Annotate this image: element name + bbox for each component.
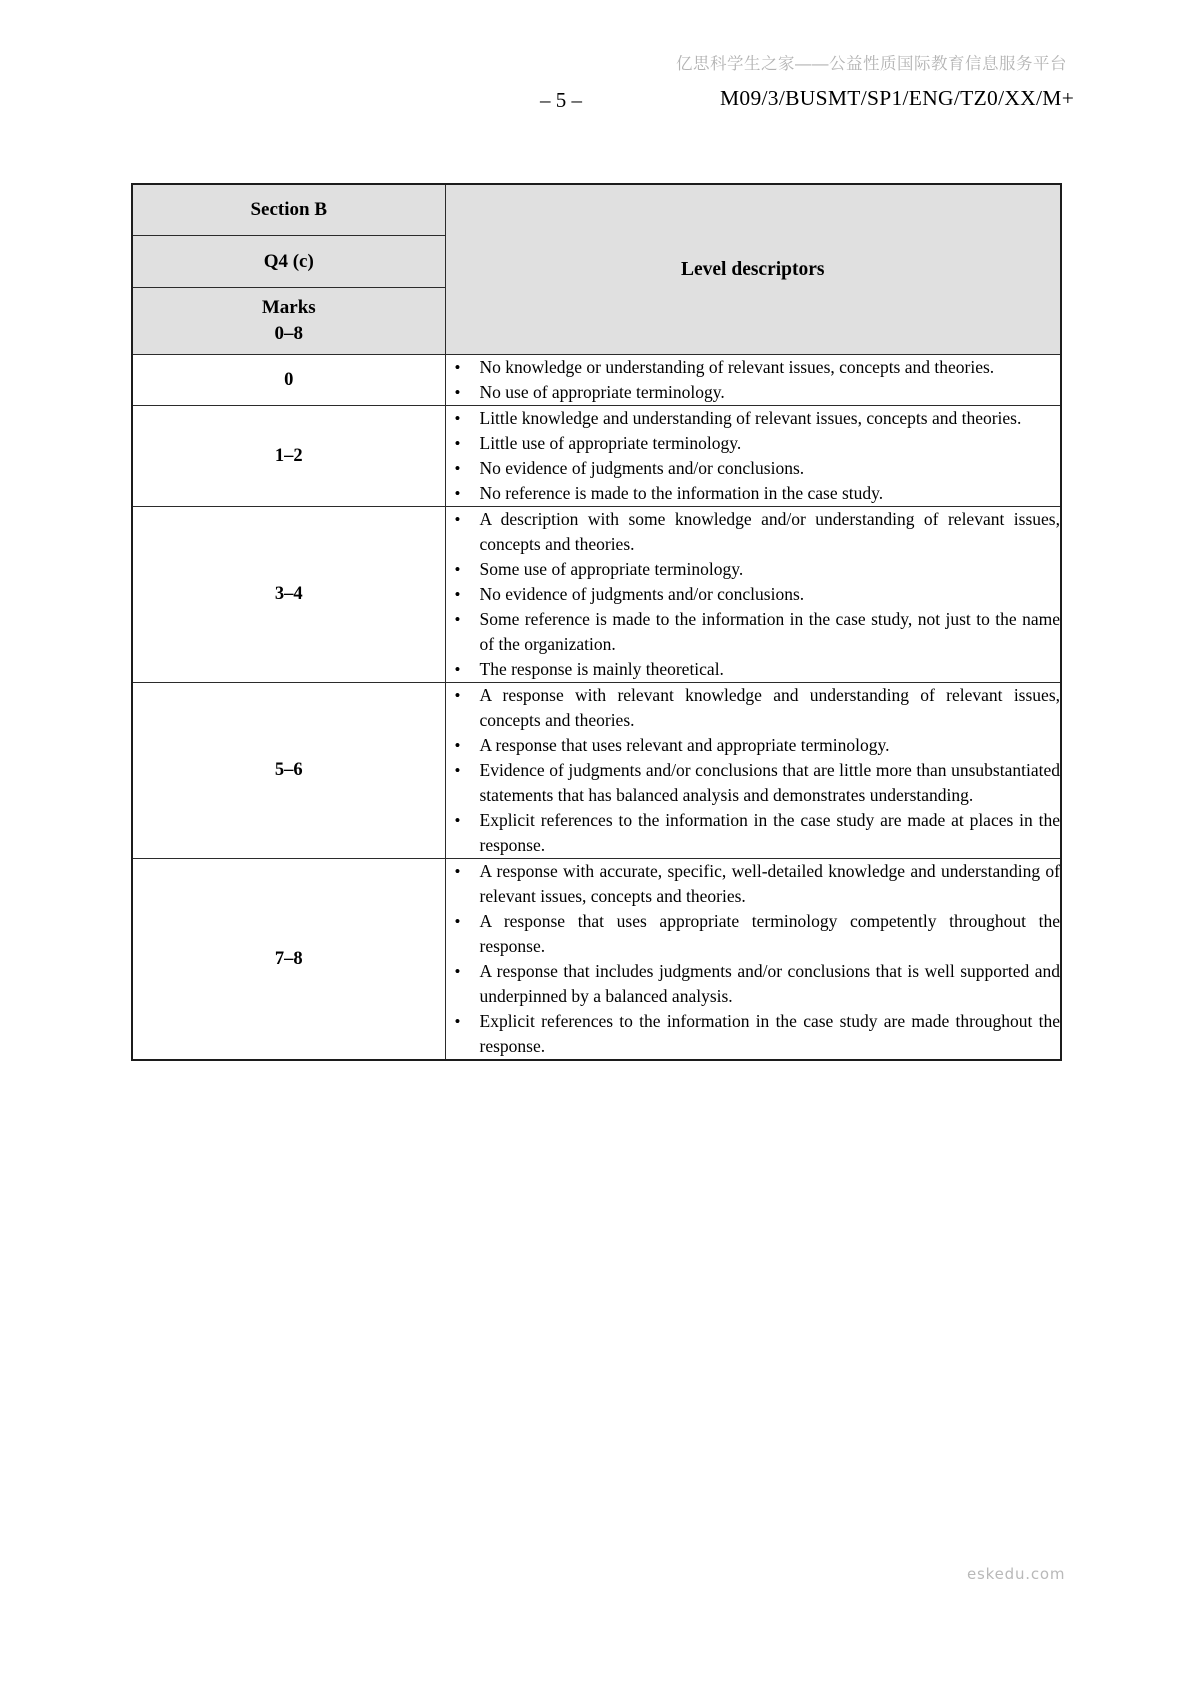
bullet-icon: • — [454, 1012, 461, 1031]
bullet-icon: • — [454, 610, 461, 629]
bullet-icon: • — [454, 459, 461, 478]
site-banner-watermark: 亿思科学生之家——公益性质国际教育信息服务平台 — [676, 55, 1067, 73]
descriptor-rows — [132, 355, 1061, 1061]
descriptor-cell — [445, 683, 1061, 859]
bullet-icon: • — [454, 862, 461, 881]
descriptor-bullet-item — [446, 859, 1061, 909]
descriptor-text: A response with relevant knowledge and understanding of relevant issues, concepts and theories. — [479, 685, 1060, 730]
table-header — [132, 184, 1061, 355]
descriptor-text: The response is mainly theoretical. — [479, 659, 724, 679]
bullet-icon: • — [454, 962, 461, 981]
marks-cell: 1–2 — [132, 406, 445, 507]
bullet-icon: • — [454, 510, 461, 529]
descriptor-text: No knowledge or understanding of relevant issues, concepts and theories. — [479, 357, 995, 377]
descriptor-text: Little use of appropriate terminology. — [479, 433, 742, 453]
section-header-cell: Section B — [132, 184, 445, 236]
descriptor-text: No evidence of judgments and/or conclusions. — [479, 458, 805, 478]
descriptor-bullet-item — [446, 380, 1061, 405]
descriptor-bullet-item — [446, 406, 1061, 431]
bullet-icon: • — [454, 585, 461, 604]
descriptor-bullet-item — [446, 808, 1061, 858]
descriptor-bullet-item — [446, 431, 1061, 456]
footer-watermark: eskedu.com — [967, 1565, 1066, 1583]
descriptor-bullet-item — [446, 1009, 1061, 1059]
descriptor-text: Some reference is made to the information in the case study, not just to the name of the organization. — [479, 609, 1060, 654]
table-row — [132, 507, 1061, 683]
question-header-cell: Q4 (c) — [132, 236, 445, 288]
table-row — [132, 859, 1061, 1061]
descriptor-bullet-item — [446, 607, 1061, 657]
bullet-icon: • — [454, 912, 461, 931]
bullet-icon: • — [454, 409, 461, 428]
table-row — [132, 406, 1061, 507]
bullet-icon: • — [454, 811, 461, 830]
descriptor-text: No reference is made to the information in the case study. — [479, 483, 884, 503]
page-number: – 5 – — [540, 88, 582, 112]
bullet-icon: • — [454, 660, 461, 679]
descriptor-cell — [445, 355, 1061, 406]
marks-header-cell — [132, 288, 445, 355]
descriptor-bullet-item — [446, 657, 1061, 682]
descriptor-text: No evidence of judgments and/or conclusions. — [479, 584, 805, 604]
bullet-icon: • — [454, 686, 461, 705]
marks-cell: 7–8 — [132, 859, 445, 1061]
bullet-icon: • — [454, 736, 461, 755]
bullet-icon: • — [454, 434, 461, 453]
level-descriptors-table — [131, 183, 1062, 1061]
descriptor-bullet-item — [446, 909, 1061, 959]
bullet-list — [446, 355, 1061, 405]
level-descriptors-header-cell: Level descriptors — [445, 184, 1061, 355]
descriptor-bullet-item — [446, 355, 1061, 380]
descriptor-cell — [445, 859, 1061, 1061]
marks-range: 0–8 — [274, 323, 303, 344]
descriptor-bullet-item — [446, 758, 1061, 808]
marks-label: Marks — [261, 297, 316, 319]
descriptor-text: A response that uses relevant and appropriate terminology. — [479, 735, 890, 755]
descriptor-bullet-item — [446, 507, 1061, 557]
descriptor-bullet-item — [446, 557, 1061, 582]
bullet-list — [446, 406, 1061, 506]
table-row — [132, 355, 1061, 406]
descriptor-bullet-item — [446, 582, 1061, 607]
descriptor-text: A response that uses appropriate terminology competently throughout the response. — [479, 911, 1060, 956]
bullet-icon: • — [454, 761, 461, 780]
bullet-icon: • — [454, 484, 461, 503]
table-row — [132, 683, 1061, 859]
descriptor-bullet-item — [446, 481, 1061, 506]
descriptor-text: A response with accurate, specific, well-detailed knowledge and understanding of relevant issues, concepts and theories. — [479, 861, 1060, 906]
descriptor-text: Explicit references to the information in the case study are made at places in the response. — [479, 810, 1060, 855]
bullet-list — [446, 859, 1061, 1059]
bullet-icon: • — [454, 383, 461, 402]
descriptor-bullet-item — [446, 683, 1061, 733]
marks-cell: 3–4 — [132, 507, 445, 683]
descriptor-text: Explicit references to the information in the case study are made throughout the response. — [479, 1011, 1060, 1056]
descriptor-text: A response that includes judgments and/or conclusions that is well supported and underpinned by a balanced analysis. — [479, 961, 1060, 1006]
descriptor-text: Evidence of judgments and/or conclusions that are little more than unsubstantiated statements that has balanced analysis and demonstrates understanding. — [479, 760, 1060, 805]
descriptor-bullet-item — [446, 733, 1061, 758]
paper-code: M09/3/BUSMT/SP1/ENG/TZ0/XX/M+ — [720, 86, 1075, 110]
descriptor-bullet-item — [446, 959, 1061, 1009]
descriptor-text: Some use of appropriate terminology. — [479, 559, 744, 579]
descriptor-cell — [445, 406, 1061, 507]
marks-cell: 5–6 — [132, 683, 445, 859]
descriptor-text: A description with some knowledge and/or understanding of relevant issues, concepts and theories. — [479, 509, 1060, 554]
bullet-icon: • — [454, 560, 461, 579]
marks-cell: 0 — [132, 355, 445, 406]
descriptor-text: No use of appropriate terminology. — [479, 382, 725, 402]
descriptor-cell — [445, 507, 1061, 683]
descriptor-bullet-item — [446, 456, 1061, 481]
bullet-list — [446, 683, 1061, 858]
descriptor-text: Little knowledge and understanding of relevant issues, concepts and theories. — [479, 408, 1022, 428]
bullet-icon: • — [454, 358, 461, 377]
bullet-list — [446, 507, 1061, 682]
